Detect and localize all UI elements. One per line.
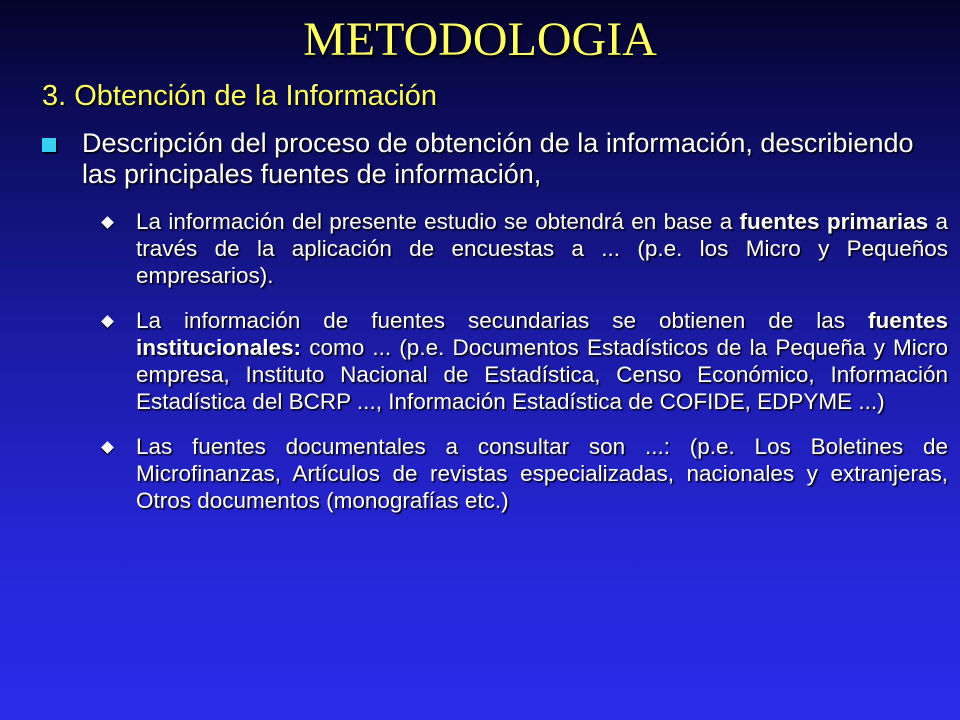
sub-bullet-documentary-sources: [100, 433, 948, 514]
main-bullet-text: Descripción del proceso de obtención de la información, describiendo las principales fuentes de información,: [82, 128, 914, 189]
sub-bullet-text-part: a través de la aplicación de encuestas a ... (p.e. los Micro y Pequeños empresarios).: [136, 209, 948, 288]
sub-bullet-text-part: Las fuentes documentales a consultar son ...: (p.e. Los Boletines de Microfinanzas, Artículos de revistas especializadas, nacionales y extranjeras, Otros documentos (monografías etc.): [136, 434, 948, 513]
sub-bullet-text: [136, 307, 948, 415]
sub-bullet-text-part: como ... (p.e. Documentos Estadísticos de la Pequeña y Micro empresa, Instituto Nacional de Estadística, Censo Económico, Información Estadística del BCRP ..., Información Estadística de COFIDE, EDPYME ...): [136, 335, 948, 414]
sub-bullet-text: [136, 433, 948, 514]
sub-bullet-secondary-sources: [100, 307, 948, 415]
diamond-bullet-icon: [101, 216, 114, 229]
main-bullet: [42, 128, 947, 190]
sub-bullet-text: [136, 208, 948, 289]
sub-bullet-list: [100, 208, 948, 532]
sub-bullet-bold-term: fuentes institucionales:: [136, 308, 948, 360]
sub-bullet-bold-term: fuentes primarias: [739, 209, 929, 234]
sub-bullet-text-part: La información de fuentes secundarias se obtienen de las: [136, 308, 868, 333]
slide-title: METODOLOGIA: [303, 13, 657, 66]
section-subtitle: 3. Obtención de la Información: [42, 80, 437, 112]
diamond-bullet-icon: [101, 441, 114, 454]
sub-bullet-text-part: La información del presente estudio se obtendrá en base a: [136, 209, 740, 234]
sub-bullet-primary-sources: [100, 208, 948, 289]
diamond-bullet-icon: [101, 315, 114, 328]
square-bullet-icon: [42, 138, 56, 152]
